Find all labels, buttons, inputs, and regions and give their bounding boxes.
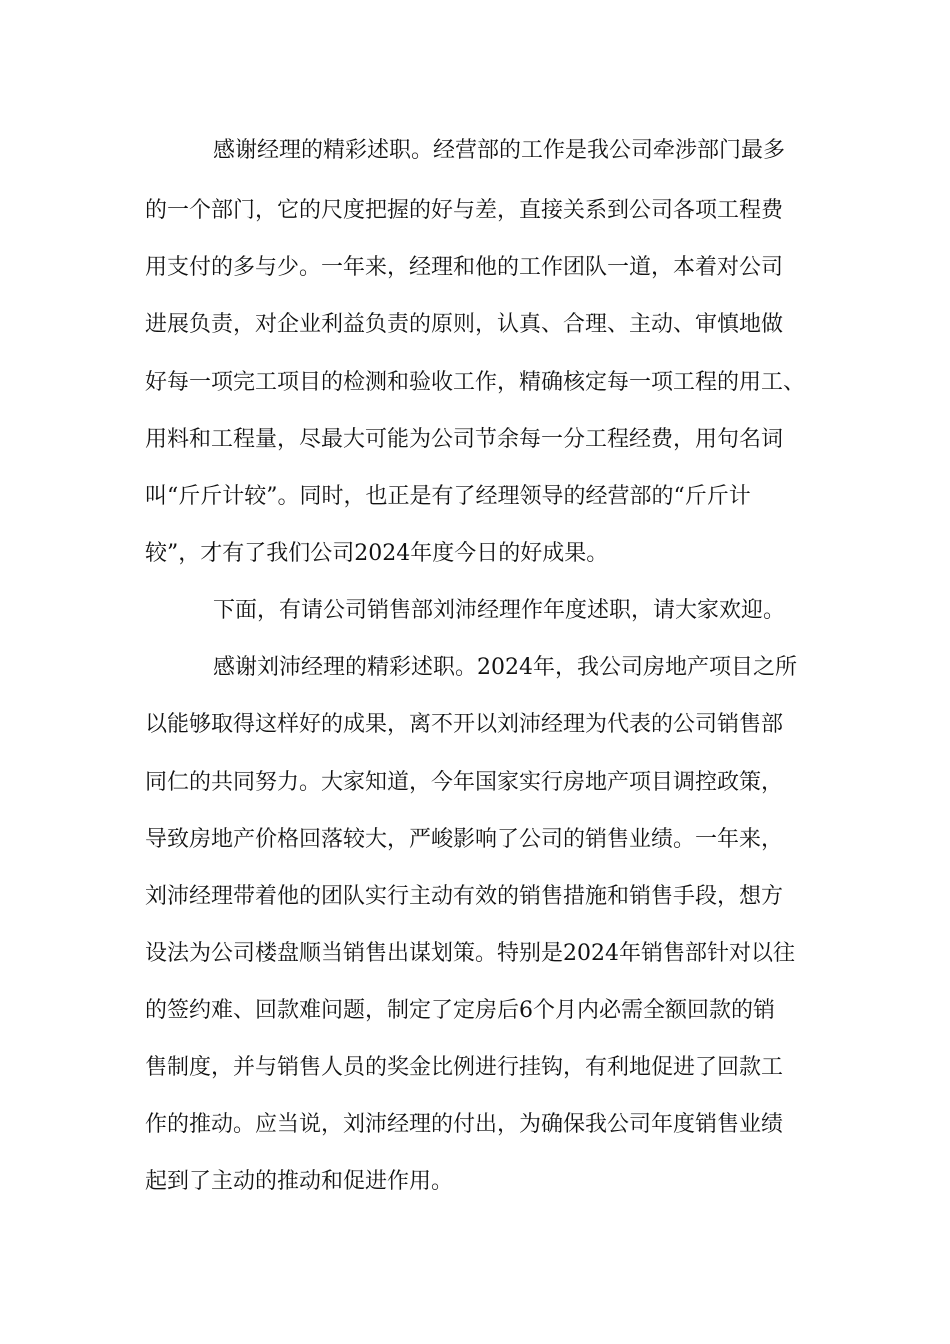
paragraph-1-line-7: 叫“斤斤计较”。同时，也正是有了经理领导的经营部的“斤斤计 xyxy=(145,484,751,509)
paragraph-3-line-9: 作的推动。应当说，刘沛经理的付出，为确保我公司年度销售业绩 xyxy=(145,1112,784,1137)
paragraph-1-line-1: 感谢经理的精彩述职。经营部的工作是我公司牵涉部门最多 xyxy=(213,138,786,163)
paragraph-3-line-2: 以能够取得这样好的成果，离不开以刘沛经理为代表的公司销售部 xyxy=(145,712,784,737)
paragraph-3-line-3: 同仁的共同努力。大家知道，今年国家实行房地产项目调控政策， xyxy=(145,770,784,795)
paragraph-1-line-8: 较”，才有了我们公司2024年度今日的好成果。 xyxy=(145,541,609,566)
paragraph-3-line-5: 刘沛经理带着他的团队实行主动有效的销售措施和销售手段，想方 xyxy=(145,884,784,909)
paragraph-3-line-6: 设法为公司楼盘顺当销售出谋划策。特别是2024年销售部针对以往 xyxy=(145,941,795,966)
paragraph-3-line-1: 感谢刘沛经理的精彩述职。2024年，我公司房地产项目之所 xyxy=(213,655,797,680)
paragraph-2-line-1: 下面，有请公司销售部刘沛经理作年度述职，请大家欢迎。 xyxy=(213,598,786,623)
paragraph-3-line-7: 的签约难、回款难问题，制定了定房后6个月内必需全额回款的销 xyxy=(145,998,775,1023)
paragraph-1-line-4: 进展负责，对企业利益负责的原则，认真、合理、主动、审慎地做 xyxy=(145,312,784,337)
paragraph-1-line-6: 用料和工程量，尽最大可能为公司节余每一分工程经费，用句名词 xyxy=(145,427,784,452)
paragraph-1-line-5: 好每一项完工项目的检测和验收工作，精确核定每一项工程的用工、 xyxy=(145,370,806,395)
paragraph-1-line-3: 用支付的多与少。一年来，经理和他的工作团队一道，本着对公司 xyxy=(145,255,784,280)
paragraph-1-line-2: 的一个部门，它的尺度把握的好与差，直接关系到公司各项工程费 xyxy=(145,198,784,223)
paragraph-3-line-10: 起到了主动的推动和促进作用。 xyxy=(145,1169,454,1194)
paragraph-3-line-4: 导致房地产价格回落较大，严峻影响了公司的销售业绩。一年来， xyxy=(145,827,784,852)
paragraph-3-line-8: 售制度，并与销售人员的奖金比例进行挂钩，有利地促进了回款工 xyxy=(145,1055,784,1080)
